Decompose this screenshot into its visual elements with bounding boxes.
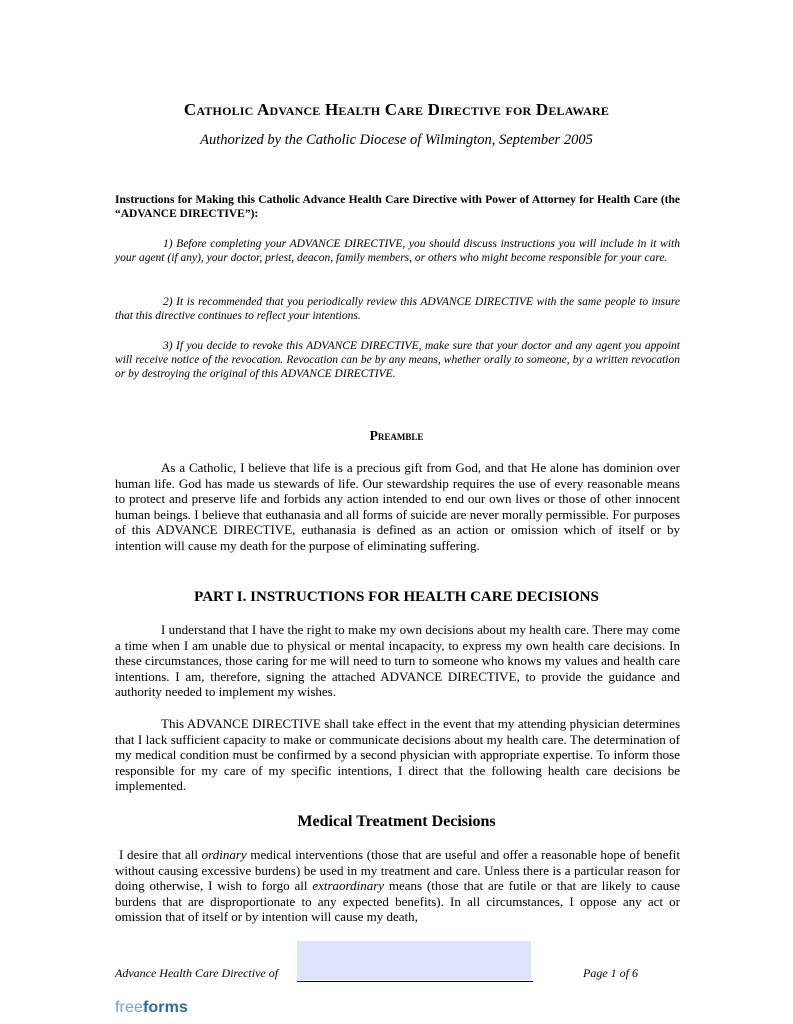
preamble-paragraph: As a Catholic, I believe that life is a precious gift from God, and that He alone has dominion over human life. God has made us stewards of life. Our stewardship requires the use of every reasonable means to protect and preserve life and forbids any action intended to end our own lives or those of other innocent human beings. I believe that euthanasia and all forms of suicide are never morally permissible. For purposes of this ADVANCE DIRECTIVE, euthanasia is defined as an action or omission which of itself or by intention will cause my death for the purpose of eliminating suffering. bbox=[115, 460, 680, 553]
logo-part-free: free bbox=[115, 999, 143, 1016]
medical-text-segment: I desire that all bbox=[119, 847, 202, 862]
freeforms-logo bbox=[115, 999, 188, 1017]
preamble-heading: Preamble bbox=[369, 428, 424, 443]
instruction-item-1: 1) Before completing your ADVANCE DIRECTIVE, you should discuss instructions you will include in it with your agent (if any), your doctor, priest, deacon, family members, or others who might become responsible for your care. bbox=[115, 238, 680, 265]
part-one-paragraph-2: This ADVANCE DIRECTIVE shall take effect in the event that my attending physician determines that I lack sufficient capacity to make or communicate decisions about my health care. The determination of my medical condition must be confirmed by a second physician with appropriate expertise. To inform those responsible for my care of my specific intentions, I direct that the following health care decisions be implemented. bbox=[115, 716, 680, 794]
document-subtitle: Authorized by the Catholic Diocese of Wilmington, September 2005 bbox=[200, 132, 593, 148]
ordinary-term: ordinary bbox=[201, 847, 247, 862]
footer-underline bbox=[297, 981, 533, 982]
page-number: Page 1 of 6 bbox=[583, 966, 638, 980]
part-one-paragraph-1: I understand that I have the right to make my own decisions about my health care. There may come a time when I am unable due to physical or mental incapacity, to express my own health care decisions. In these circumstances, those caring for me will need to turn to someone who knows my values and health care intentions. I am, therefore, signing the attached ADVANCE DIRECTIVE, to provide the guidance and authority needed to implement my wishes. bbox=[115, 622, 680, 700]
directive-name-field[interactable] bbox=[297, 941, 531, 980]
instruction-item-2: 2) It is recommended that you periodically review this ADVANCE DIRECTIVE with the same people to insure that this directive continues to reflect your intentions. bbox=[115, 296, 680, 323]
medical-treatment-heading: Medical Treatment Decisions bbox=[297, 813, 496, 830]
footer-label: Advance Health Care Directive of bbox=[115, 966, 279, 980]
extraordinary-term: extraordinary bbox=[312, 878, 385, 894]
document-title: Catholic Advance Health Care Directive for Delaware bbox=[183, 100, 610, 119]
instruction-item-3: 3) If you decide to revoke this ADVANCE DIRECTIVE, make sure that your doctor and any agent you appoint will receive notice of the revocation. Revocation can be by any means, whether orally to someone, by a written revocation or by destroying the original of this ADVANCE DIRECTIVE. bbox=[115, 340, 680, 381]
instructions-heading: Instructions for Making this Catholic Advance Health Care Directive with Power of Attorney for Health Care (the “ADVANCE DIRECTIVE”): bbox=[115, 194, 680, 220]
medical-treatment-paragraph bbox=[115, 847, 680, 925]
part-one-heading: PART I. INSTRUCTIONS FOR HEALTH CARE DECISIONS bbox=[194, 589, 599, 605]
medical-text-segment: medical interventions (those that are useful and offer a reasonable hope of benefit without causing excessive burdens) be used in my treatment and care. Unless there is a particular reason for doing otherwise, I wish to forgo all bbox=[115, 847, 681, 894]
medical-text-segment: means (those that are futile or that are likely to cause burdens that are disproportionate to any expected benefits). In all circumstances, I oppose any act or omission that of itself or by intention will cause my death, bbox=[115, 878, 680, 925]
logo-part-forms: forms bbox=[142, 999, 188, 1016]
